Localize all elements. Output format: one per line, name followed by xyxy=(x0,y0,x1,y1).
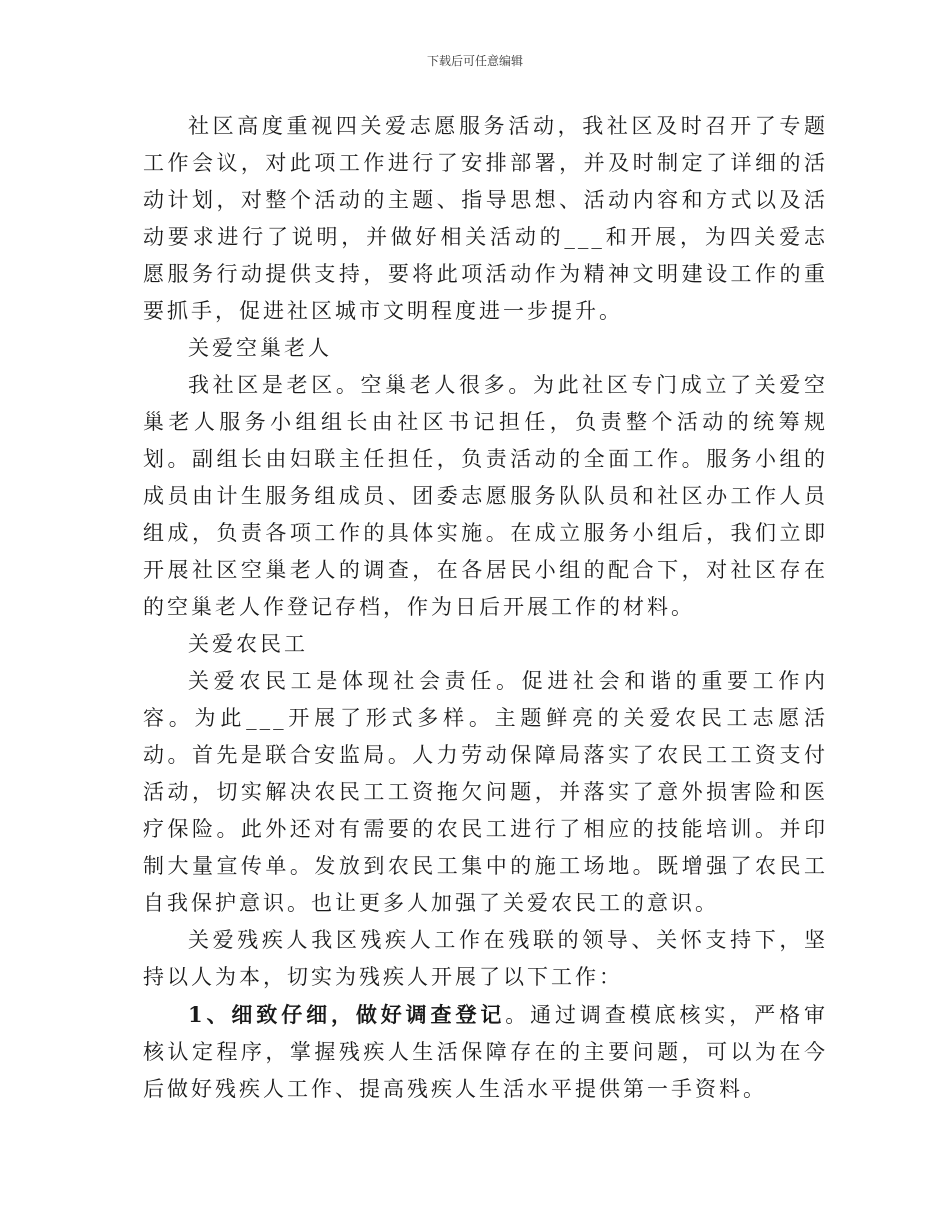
section-heading-migrant-workers: 关爱农民工 xyxy=(188,632,308,656)
survey-text: 。通过调查模底核实，严格审核认定程序，掌握残疾人生活保障存在的主要问题，可以为在今后做好残疾人工作、提高残疾人生活水平提供第一手资料。 xyxy=(143,1003,828,1101)
paragraph-migrant-workers: 关爱农民工是体现社会责任。促进社会和谐的重要工作内容。为此___开展了形式多样。主题鲜亮的关爱农民工志愿活动。首先是联合安监局。人力劳动保障局落实了农民工工资支付活动，切实解决农民工工资拖欠问题，并落实了意外损害险和医疗保险。此外还对有需要的农民工进行了相应的技能培训。并印制大量宣传单。发放到农民工集中的施工场地。既增强了农民工自我保护意识。也让更多人加强了关爱农民工的意识。 xyxy=(143,669,828,915)
paragraph-survey xyxy=(143,996,828,1108)
document-body xyxy=(143,108,828,1108)
paragraph-intro: 社区高度重视四关爱志愿服务活动，我社区及时召开了专题工作会议，对此项工作进行了安排部署，并及时制定了详细的活动计划，对整个活动的主题、指导思想、活动内容和方式以及活动要求进行了说明，并做好相关活动的___和开展，为四关爱志愿服务行动提供支持，要将此项活动作为精神文明建设工作的重要抓手，促进社区城市文明程度进一步提升。 xyxy=(143,114,828,323)
survey-bold-lead: 1、细致仔细，做好调查登记 xyxy=(188,1002,506,1027)
paragraph-elderly: 我社区是老区。空巢老人很多。为此社区专门成立了关爱空巢老人服务小组组长由社区书记担任，负责整个活动的统筹规划。副组长由妇联主任担任，负责活动的全面工作。服务小组的成员由计生服务组成员、团委志愿服务队队员和社区办工作人员组成，负责各项工作的具体实施。在成立服务小组后，我们立即开展社区空巢老人的调查，在各居民小组的配合下，对社区存在的空巢老人作登记存档，作为日后开展工作的材料。 xyxy=(143,373,828,619)
page-header: 下载后可任意编辑 xyxy=(426,54,523,68)
paragraph-disabled: 关爱残疾人我区残疾人工作在残联的领导、关怀支持下，坚持以人为本，切实为残疾人开展了以下工作： xyxy=(143,928,828,989)
section-heading-elderly: 关爱空巢老人 xyxy=(188,336,332,360)
